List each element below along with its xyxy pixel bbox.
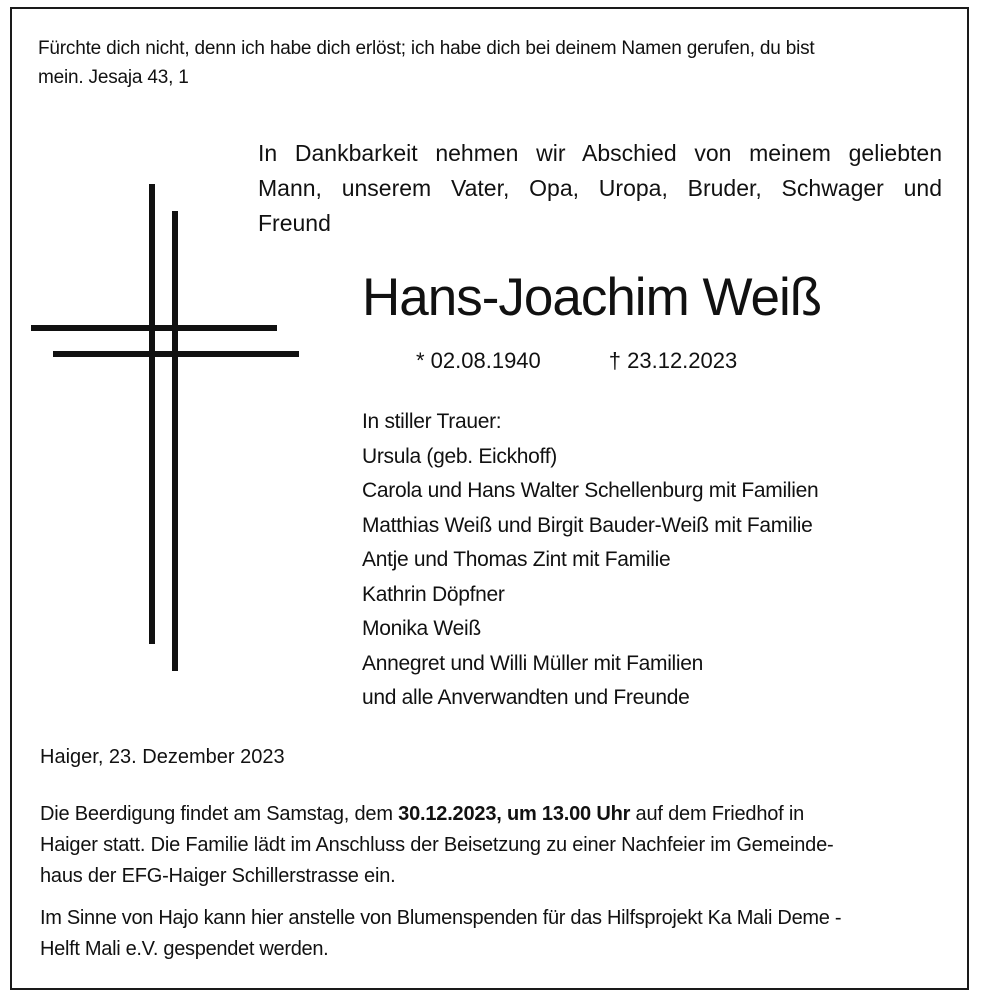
intro-line-2: Mann, unserem Vater, Opa, Uropa, Bruder, Schwager und xyxy=(258,175,942,201)
funeral-line-2: Haiger statt. Die Familie lädt im Anschluss der Beisetzung zu einer Nachfeier im Gemeinde- xyxy=(40,834,834,856)
mourner-entry: Carola und Hans Walter Schellenburg mit Familien xyxy=(362,479,819,502)
intro-text xyxy=(258,136,942,241)
verse-line-1: Fürchte dich nicht, denn ich habe dich erlöst; ich habe dich bei deinem Namen gerufen, du bist xyxy=(38,38,815,59)
donation-info xyxy=(40,903,946,965)
intro-line-1: In Dankbarkeit nehmen wir Abschied von meinem geliebten xyxy=(258,140,942,166)
funeral-line-1 xyxy=(40,799,946,830)
cross-vertical-bar-left xyxy=(149,184,155,644)
mourners-heading: In stiller Trauer: xyxy=(362,410,502,433)
deceased-name: Hans-Joachim Weiß xyxy=(362,268,822,327)
mourner-entry: Antje und Thomas Zint mit Familie xyxy=(362,548,671,571)
death-date: † 23.12.2023 xyxy=(608,348,738,373)
cross-vertical-bar-right xyxy=(172,211,178,671)
birth-date: * 02.08.1940 xyxy=(416,348,541,373)
intro-line-3: Freund xyxy=(258,210,331,236)
mourner-entry: Annegret und Willi Müller mit Familien xyxy=(362,651,704,675)
mourner-entry: Ursula (geb. Eickhoff) xyxy=(362,444,557,468)
mourners-list xyxy=(362,405,818,716)
funeral-line-1-post: auf dem Friedhof in xyxy=(630,803,805,825)
life-dates xyxy=(416,345,737,377)
verse-line-2: mein. Jesaja 43, 1 xyxy=(38,67,189,88)
funeral-info xyxy=(40,799,946,892)
mourner-entry: Kathrin Döpfner xyxy=(362,582,505,606)
mourner-entry: und alle Anverwandten und Freunde xyxy=(362,686,690,709)
funeral-date-time: 30.12.2023, um 13.00 Uhr xyxy=(398,803,631,825)
mourner-entry: Monika Weiß xyxy=(362,617,481,640)
donation-line-2: Helft Mali e.V. gespendet werden. xyxy=(40,938,329,960)
mourner-entry: Matthias Weiß und Birgit Bauder-Weiß mit Familie xyxy=(362,513,813,537)
cross-horizontal-bar-bottom xyxy=(53,351,299,357)
funeral-line-1-pre: Die Beerdigung findet am Samstag, dem xyxy=(40,803,399,825)
cross-horizontal-bar-top xyxy=(31,325,277,331)
donation-line-1: Im Sinne von Hajo kann hier anstelle von Blumenspenden für das Hilfsprojekt Ka Mali Deme - xyxy=(40,907,842,929)
funeral-line-3: haus der EFG-Haiger Schillerstrasse ein. xyxy=(40,865,396,887)
bible-verse xyxy=(38,34,938,92)
place-and-date: Haiger, 23. Dezember 2023 xyxy=(40,746,285,768)
